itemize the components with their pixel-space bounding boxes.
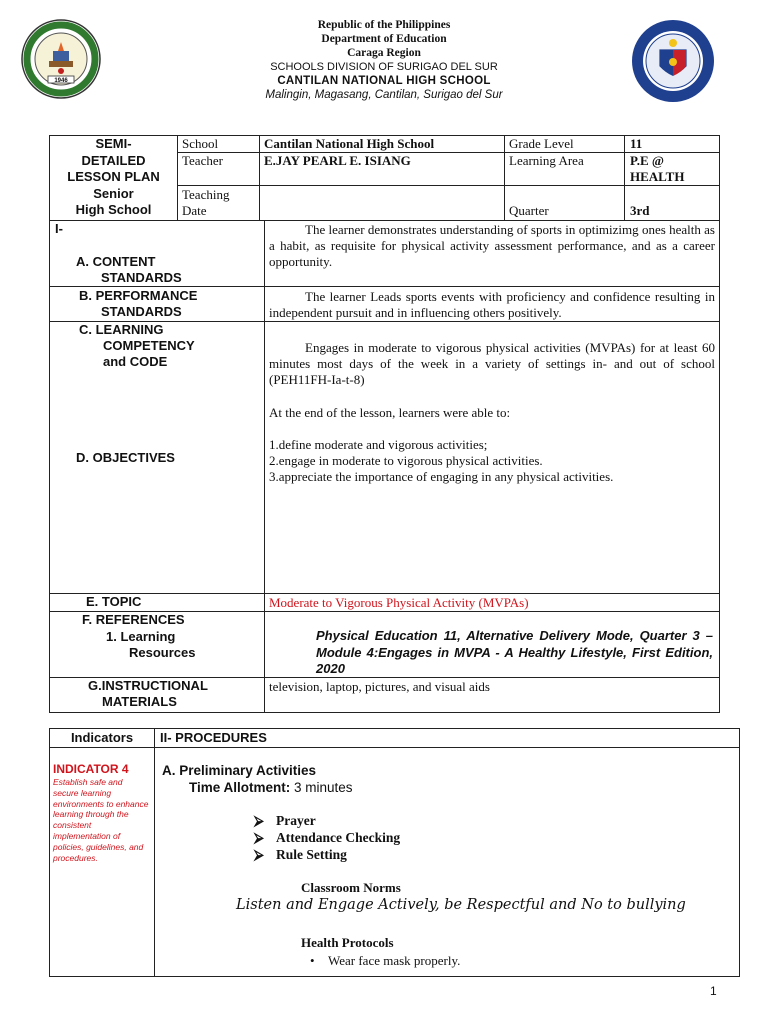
learning-area-value	[630, 153, 684, 185]
school-value: Cantilan National High School	[264, 136, 435, 151]
list-item	[254, 829, 400, 846]
instructional-materials-text: television, laptop, pictures, and visual aids	[269, 679, 490, 694]
objectives-intro: At the end of the lesson, learners were able to:	[269, 405, 511, 420]
arrow-bullet-icon: ⮚	[254, 830, 264, 845]
classroom-norms-title: Classroom Norms	[301, 880, 401, 895]
learning-competency-label	[79, 322, 195, 370]
time-allotment-value: 3 minutes	[290, 780, 353, 795]
header-region: Caraga Region	[347, 47, 421, 59]
arrow-bullet-icon: ⮚	[254, 813, 264, 828]
objectives-label: D. OBJECTIVES	[76, 450, 175, 465]
teacher-label: Teacher	[182, 153, 223, 168]
list-item-label: Prayer	[276, 813, 316, 828]
activity-list	[254, 812, 400, 863]
indicators-header: Indicators	[70, 730, 134, 745]
list-item-label: Attendance Checking	[276, 830, 401, 845]
learning-area-line: HEALTH	[630, 169, 685, 184]
arrow-bullet-icon: ⮚	[254, 847, 264, 862]
header-division: SCHOOLS DIVISION OF SURIGAO DEL SUR	[270, 61, 498, 73]
list-item	[310, 953, 460, 969]
header-department: Department of Education	[321, 33, 447, 45]
label-line: MATERIALS	[102, 694, 177, 709]
references-label: F. REFERENCES	[82, 612, 185, 627]
list-item-label: Wear face mask properly.	[328, 953, 461, 968]
classroom-norms-text: Listen and Engage Actively, be Respectful and No to bullying	[236, 897, 686, 913]
indicator-text: Establish safe and secure learning environments to enhance learning through the consistent implementation of policies, guidelines, and procedures.	[53, 777, 149, 863]
lesson-plan-title	[49, 136, 178, 219]
time-allotment-label: Time Allotment:	[189, 780, 291, 795]
label-line: COMPETENCY	[103, 338, 195, 353]
title-line: DETAILED	[81, 152, 146, 168]
teaching-date-label	[182, 187, 229, 219]
grade-level-label: Grade Level	[509, 136, 574, 151]
objective-item: 3.appreciate the importance of engaging in any physical activities.	[269, 469, 614, 484]
label-line: G.INSTRUCTIONAL	[88, 678, 208, 693]
list-item	[254, 846, 400, 863]
list-item-label: Rule Setting	[276, 847, 347, 862]
label-line: and CODE	[103, 354, 168, 369]
teaching-date-line: Date	[182, 203, 207, 218]
topic-label: E. TOPIC	[86, 594, 142, 609]
section-roman: I-	[55, 221, 63, 236]
quarter-value: 3rd	[630, 203, 650, 218]
grade-level-value: 11	[630, 136, 643, 151]
list-item	[254, 812, 400, 829]
title-line: High School	[75, 202, 152, 217]
left-logo-year: 1946	[54, 78, 68, 84]
preliminary-activities-title: A. Preliminary Activities	[162, 763, 317, 778]
header-school-name: CANTILAN NATIONAL HIGH SCHOOL	[277, 75, 491, 87]
learning-area-label: Learning Area	[509, 153, 584, 168]
learning-resources-text: Physical Education 11, Alternative Delivery Mode, Quarter 3 – Module 4:Engages in MVPA - A Healthy Lifestyle, First Edition, 2020	[316, 628, 713, 676]
label-line: STANDARDS	[101, 270, 182, 285]
instructional-materials-label	[88, 678, 208, 710]
label-line: C. LEARNING	[79, 322, 164, 337]
bullet-icon: •	[310, 953, 315, 968]
performance-standards-text: The learner Leads sports events with proficiency and confidence resulting in independent pursuit and in influencing others positively.	[269, 289, 715, 320]
objective-item: 2.engage in moderate to vigorous physical activities.	[269, 453, 543, 468]
quarter-label: Quarter	[509, 203, 549, 218]
objective-item: 1.define moderate and vigorous activities;	[269, 437, 488, 452]
header-republic: Republic of the Philippines	[317, 19, 451, 31]
time-allotment	[189, 780, 353, 795]
teacher-value: E.JAY PEARL E. ISIANG	[264, 153, 411, 168]
content-standards-label	[76, 254, 182, 286]
title-line: Senior	[93, 185, 134, 201]
health-protocols-title: Health Protocols	[301, 935, 394, 950]
label-line: STANDARDS	[101, 304, 182, 319]
title-line: LESSON PLAN	[67, 169, 160, 184]
indicator-title: INDICATOR 4	[53, 762, 129, 776]
learning-resources-label	[106, 629, 195, 661]
content-standards-text: The learner demonstrates understanding of sports in optimizimg ones health as a habit, as requisite for physical activity assessment performance, and as a career opportunity.	[269, 222, 715, 269]
label-line: B. PERFORMANCE	[79, 288, 198, 303]
topic-text: Moderate to Vigorous Physical Activity (MVPAs)	[269, 595, 529, 610]
procedures-header: II- PROCEDURES	[160, 730, 267, 745]
label-line: 1. Learning	[106, 629, 176, 644]
label-line: A. CONTENT	[76, 254, 156, 269]
school-label: School	[182, 136, 219, 151]
performance-standards-label	[79, 288, 197, 320]
teaching-date-line: Teaching	[182, 187, 230, 202]
header-address: Malingin, Magasang, Cantilan, Surigao del Sur	[265, 89, 503, 101]
learning-competency-text: Engages in moderate to vigorous physical activities (MVPAs) for at least 60 minutes most days of the week in a variety of settings in- and out of school (PEH11FH-Ia-t-8)	[269, 340, 715, 387]
page-number: 1	[710, 984, 717, 998]
learning-area-line: P.E @	[630, 153, 665, 168]
label-line: Resources	[129, 645, 196, 660]
title-line: SEMI-	[95, 136, 132, 151]
